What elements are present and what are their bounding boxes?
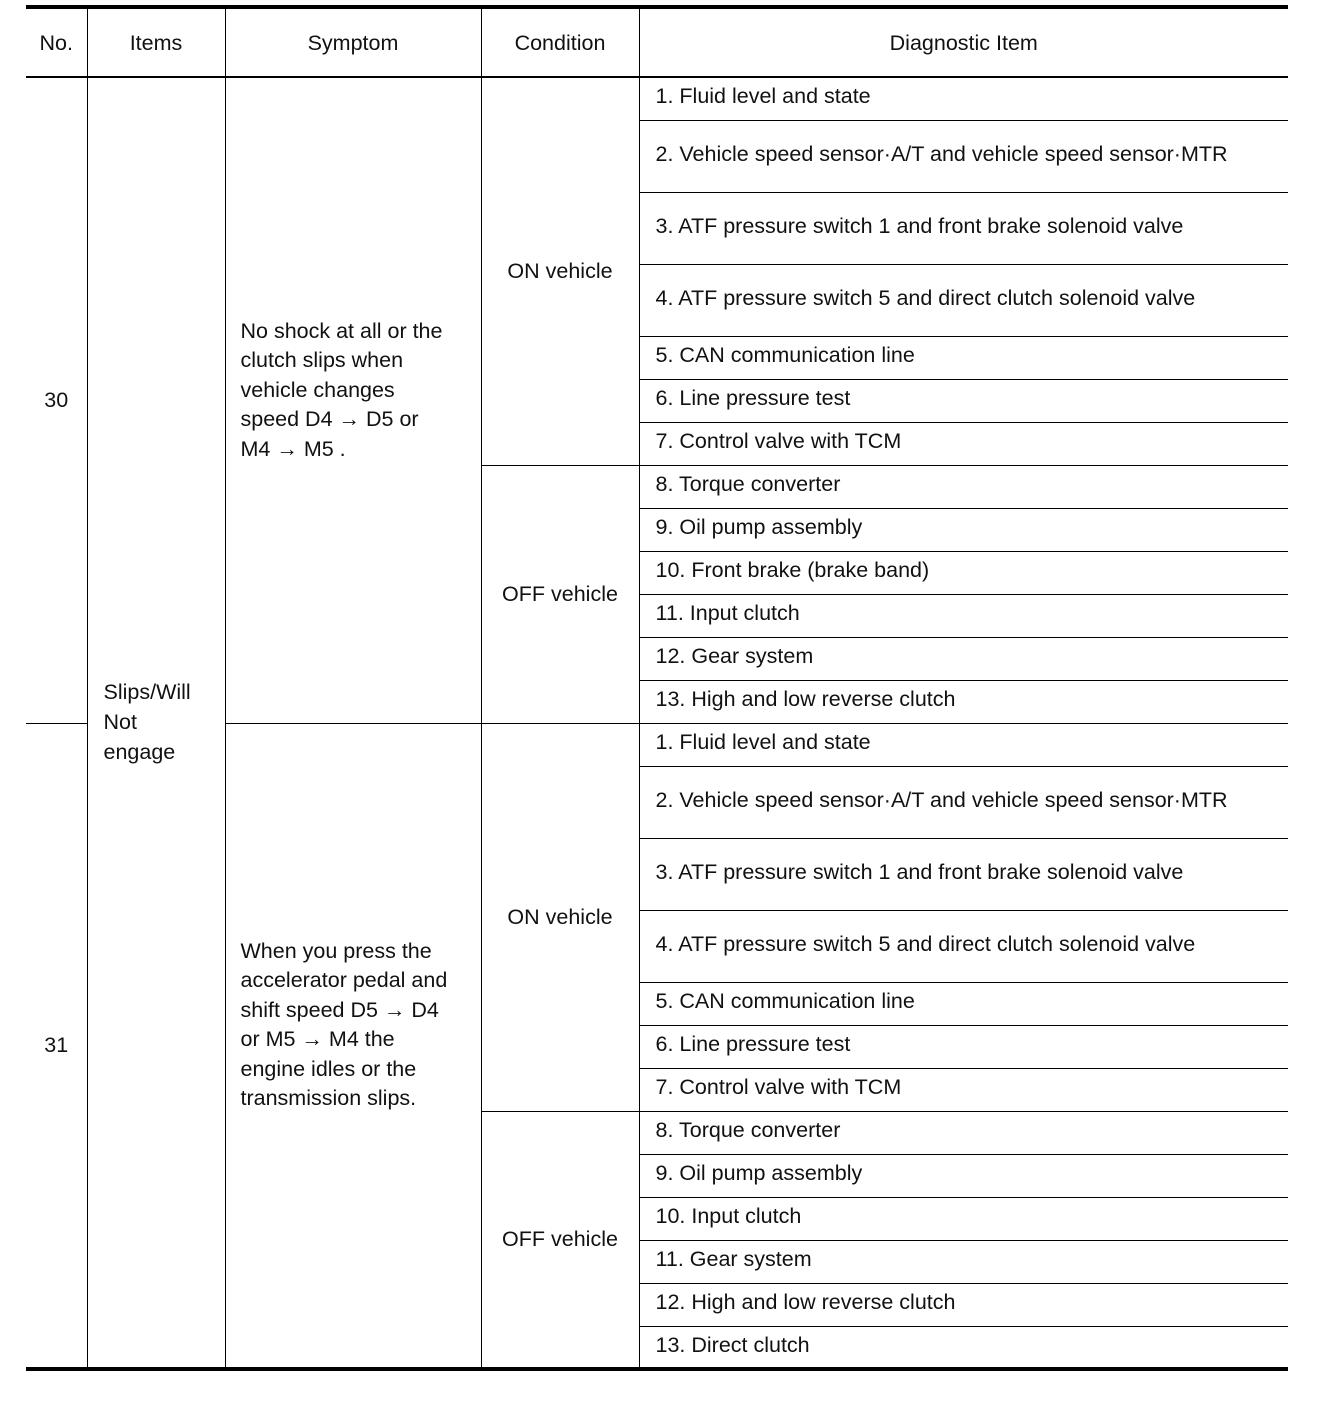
diagnostic-item: 11. Input clutch — [639, 594, 1288, 637]
header-row — [26, 7, 1288, 77]
diagnostic-item: 3. ATF pressure switch 1 and front brake solenoid valve — [639, 838, 1288, 910]
diagnostic-item: 9. Oil pump assembly — [639, 1154, 1288, 1197]
items-cell — [87, 77, 225, 1369]
diagnostic-item: 7. Control valve with TCM — [639, 422, 1288, 465]
diagnostic-item: 6. Line pressure test — [639, 379, 1288, 422]
table-row — [26, 77, 1288, 120]
diagnostic-item: 4. ATF pressure switch 5 and direct clutch solenoid valve — [639, 264, 1288, 336]
diagnostic-item: 1. Fluid level and state — [639, 77, 1288, 120]
symptom-line: engine idles or the — [240, 1056, 417, 1081]
diagnostic-item: 11. Gear system — [639, 1240, 1288, 1283]
symptom-line: transmission slips. — [240, 1086, 417, 1111]
diagnostic-item: 12. High and low reverse clutch — [639, 1283, 1288, 1326]
symptom-line: speed D4 → D5 or — [240, 407, 419, 431]
condition-cell: OFF vehicle — [481, 465, 639, 723]
header-condition: Condition — [481, 7, 639, 77]
header-symptom: Symptom — [225, 7, 481, 77]
header-no: No. — [26, 7, 87, 77]
items-line: Not — [103, 709, 137, 734]
symptom-line: shift speed D5 → D4 — [240, 997, 439, 1022]
diagnostic-item: 10. Input clutch — [639, 1197, 1288, 1240]
condition-cell: OFF vehicle — [481, 1111, 639, 1369]
diagnostic-item: 5. CAN communication line — [639, 982, 1288, 1025]
diagnostic-item: 12. Gear system — [639, 637, 1288, 680]
row-number: 31 — [26, 723, 87, 1369]
diagnostic-item: 9. Oil pump assembly — [639, 508, 1288, 551]
diagnostic-item: 8. Torque converter — [639, 465, 1288, 508]
symptom-line: M4 → M5 . — [240, 436, 346, 461]
diagnostic-item: 5. CAN communication line — [639, 336, 1288, 379]
header-diagnostic-item: Diagnostic Item — [639, 7, 1288, 77]
header-items: Items — [87, 7, 225, 77]
items-line: engage — [103, 739, 176, 764]
condition-cell: ON vehicle — [481, 77, 639, 465]
symptom-cell — [225, 723, 481, 1369]
condition-cell: ON vehicle — [481, 723, 639, 1111]
diagnostic-item: 10. Front brake (brake band) — [639, 551, 1288, 594]
symptom-line: vehicle changes — [240, 377, 395, 402]
row-number: 30 — [26, 77, 87, 723]
diagnostic-item: 2. Vehicle speed sensor·A/T and vehicle speed sensor·MTR — [639, 120, 1288, 192]
diagnostic-item: 7. Control valve with TCM — [639, 1068, 1288, 1111]
diagnostic-item: 3. ATF pressure switch 1 and front brake solenoid valve — [639, 192, 1288, 264]
diagnostic-item: 1. Fluid level and state — [639, 723, 1288, 766]
diagnosis-table — [26, 5, 1288, 1371]
diagnostic-item: 6. Line pressure test — [639, 1025, 1288, 1068]
diagnostic-item: 13. High and low reverse clutch — [639, 680, 1288, 723]
diagnostic-item: 13. Direct clutch — [639, 1326, 1288, 1369]
symptom-line: No shock at all or the — [240, 318, 443, 343]
diagnostic-item: 4. ATF pressure switch 5 and direct clutch solenoid valve — [639, 910, 1288, 982]
symptom-cell — [225, 77, 481, 723]
symptom-line: When you press the — [240, 938, 432, 963]
symptom-line: clutch slips when — [240, 348, 404, 372]
symptom-line: accelerator pedal and — [240, 968, 448, 993]
diagnostic-item: 8. Torque converter — [639, 1111, 1288, 1154]
symptom-line: or M5 → M4 the — [240, 1027, 395, 1052]
diagnostic-item: 2. Vehicle speed sensor·A/T and vehicle speed sensor·MTR — [639, 766, 1288, 838]
items-line: Slips/Will — [103, 679, 191, 704]
